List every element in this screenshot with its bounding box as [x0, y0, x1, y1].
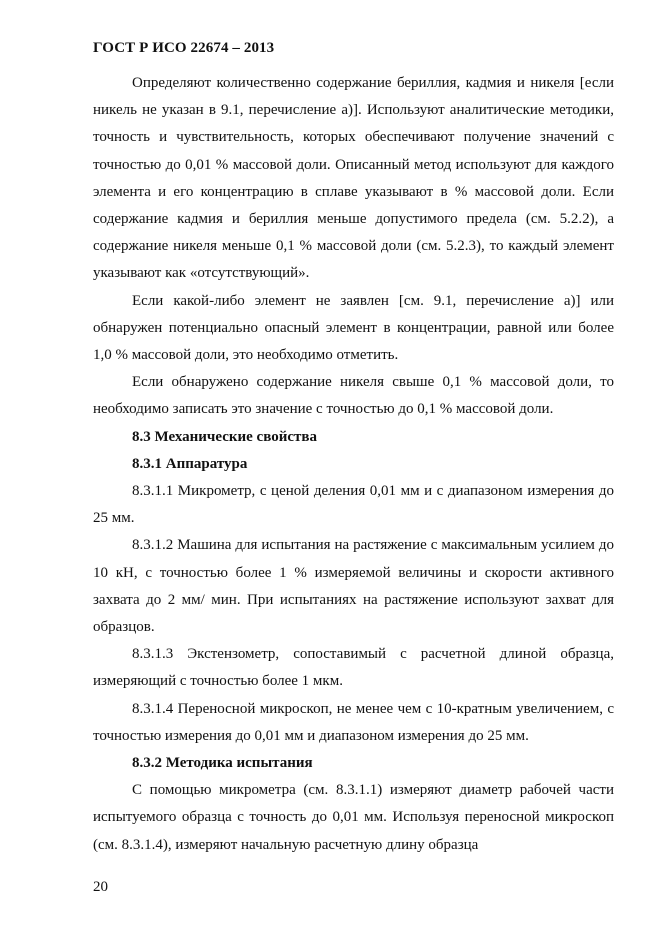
subsection-heading-apparatus: 8.3.1 Аппаратура	[132, 455, 248, 472]
paragraph-content-determination: Определяют количественно содержание бериллия, кадмия и никеля [если никель не указан в 9.1, перечисление а)]. Используют аналитические методики, точность и чувствительность, которых обеспечивают получение значений с точностью до 0,01 % массовой доли. Описанный метод используют для каждого элемента и его концентрацию в сплаве указывают в % массовой доли. Если содержание кадмия и бериллия меньше допустимого предела (см. 5.2.2), а содержание никеля меньше 0,1 % массовой доли (см. 5.2.3), то каждый элемент указывают как «отсутствующий».	[93, 75, 614, 282]
document-body	[93, 70, 614, 859]
paragraph-tensile-machine: 8.3.1.2 Машина для испытания на растяжение с максимальным усилием до 10 кН, с точностью более 1 % измеряемой величины и скорости активного захвата до 2 мм/ мин. При испытаниях на растяжение используют захват для образцов.	[93, 537, 614, 636]
paragraph-nickel-content: Если обнаружено содержание никеля свыше 0,1 % массовой доли, то необходимо записать это значение с точностью до 0,1 % массовой доли.	[93, 374, 614, 418]
paragraph-test-procedure: С помощью микрометра (см. 8.3.1.1) измеряют диаметр рабочей части испытуемого образца с точность до 0,01 мм. Используя переносной микроскоп (см. 8.3.1.4), измеряют начальную расчетную длину образца	[93, 782, 614, 853]
subsection-heading-test-method: 8.3.2 Методика испытания	[132, 755, 313, 772]
paragraph-extensometer: 8.3.1.3 Экстензометр, сопоставимый с расчетной длиной образца, измеряющий с точностью более 1 мкм.	[93, 646, 614, 690]
paragraph-micrometer: 8.3.1.1 Микрометр, с ценой деления 0,01 мм и с диапазоном измерения до 25 мм.	[93, 483, 614, 527]
page-number: 20	[93, 879, 108, 895]
paragraph-undeclared-element: Если какой-либо элемент не заявлен [см. 9.1, перечисление а)] или обнаружен потенциально опасный элемент в концентрации, равной или более 1,0 % массовой доли, это необходимо отметить.	[93, 292, 614, 364]
section-heading-mechanical-properties: 8.3 Механические свойства	[132, 428, 317, 445]
paragraph-portable-microscope: 8.3.1.4 Переносной микроскоп, не менее чем с 10-кратным увеличением, с точностью измерения до 0,01 мм и диапазоном измерения до 25 мм.	[93, 700, 614, 744]
standard-header: ГОСТ Р ИСО 22674 – 2013	[93, 40, 275, 56]
